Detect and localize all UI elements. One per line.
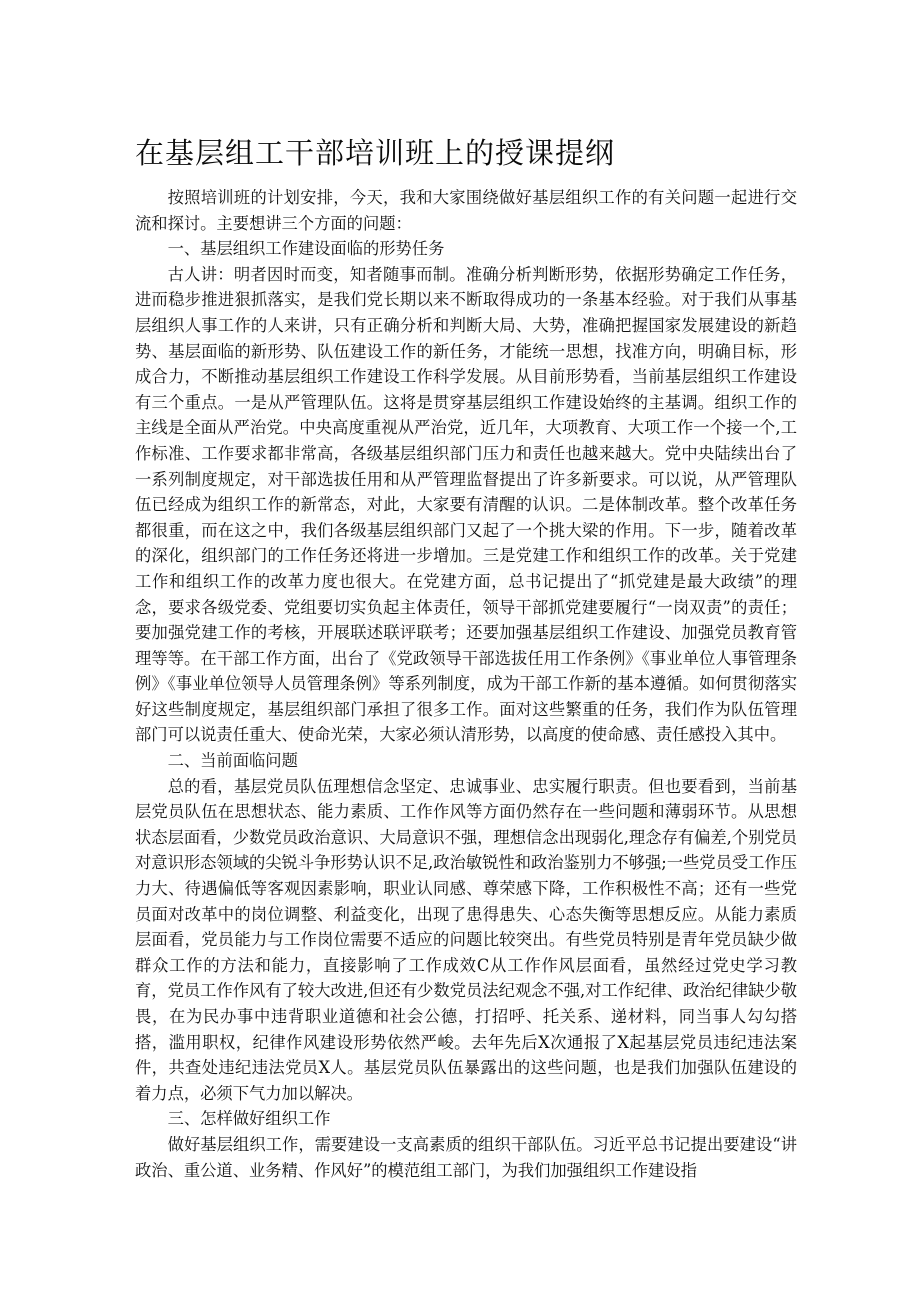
section-heading-1: 一、基层组织工作建设面临的形势任务 [167,239,445,259]
document-title: 在基层组工干部培训班上的授课提纲 [135,136,616,170]
document-body [135,185,797,1183]
section-heading-2: 二、当前面临问题 [167,751,298,771]
intro-paragraph: 按照培训班的计划安排，今天，我和大家围绕做好基层组织工作的有关问题一起进行交流和探讨。主要想讲三个方面的问题： [135,188,797,233]
section-heading-3: 三、怎样做好组织工作 [167,1109,331,1129]
section-2-paragraph: 总的看，基层党员队伍理想信念坚定、忠诚事业、忠实履行职责。但也要看到，当前基层党员队伍在思想状态、能力素质、工作作风等方面仍然存在一些问题和薄弱环节。从思想状态层面看，少数党员政治意识、大局意识不强，理想信念出现弱化,理念存有偏差,个别党员对意识形态领域的尖锐斗争形势认识不足,政治敏锐性和政治鉴别力不够强;一些党员受工作压力大、待遇偏低等客观因素影响，职业认同感、尊荣感下降，工作积极性不高；还有一些党员面对改革中的岗位调整、利益变化，出现了患得患失、心态失衡等思想反应。从能力素质层面看，党员能力与工作岗位需要不适应的问题比较突出。有些党员特别是青年党员缺少做群众工作的方法和能力，直接影响了工作成效C从工作作风层面看，虽然经过党史学习教育，党员工作作风有了较大改进,但还有少数党员法纪观念不强,对工作纪律、政治纪律缺少敬畏，在为民办事中违背职业道德和社会公德，打招呼、托关系、递材料，同当事人勾勾搭搭，滥用职权，纪律作风建设形势依然严峻。去年先后X次通报了X起基层党员违纪违法案件，共查处违纪违法党员X人。基层党员队伍暴露出的这些问题，也是我们加强队伍建设的着力点，必须下气力加以解决。 [135,776,797,1103]
section-1-paragraph: 古人讲：明者因时而变，知者随事而制。准确分析判断形势，依据形势确定工作任务，进而稳步推进狠抓落实，是我们党长期以来不断取得成功的一条基本经验。对于我们从事基层组织人事工作的人来讲，只有正确分析和判断大局、大势，准确把握国家发展建设的新趋势、基层面临的新形势、队伍建设工作的新任务，才能统一思想，找准方向，明确目标，形成合力，不断推动基层组织工作建设工作科学发展。从目前形势看，当前基层组织工作建设有三个重点。一是从严管理队伍。这将是贯穿基层组织工作建设始终的主基调。组织工作的主线是全面从严治党。中央高度重视从严治党，近几年，大项教育、大项工作一个接一个,工作标准、工作要求都非常高，各级基层组织部门压力和责任也越来越大。党中央陆续出台了一系列制度规定，对干部选拔任用和从严管理监督提出了许多新要求。可以说，从严管理队伍已经成为组织工作的新常态，对此，大家要有清醒的认识。二是体制改革。整个改革任务都很重，而在这之中，我们各级基层组织部门又起了一个挑大梁的作用。下一步，随着改革的深化，组织部门的工作任务还将进一步增加。三是党建工作和组织工作的改革。关于党建工作和组织工作的改革力度也很大。在党建方面，总书记提出了“抓党建是最大政绩”的理念，要求各级党委、党组要切实负起主体责任，领导干部抓党建要履行“一岗双责”的责任；要加强党建工作的考核，开展联述联评联考；还要加强基层组织工作建设、加强党员教育管理等等。在干部工作方面，出台了《党政领导干部选拔任用工作条例》《事业单位人事管理条例》《事业单位领导人员管理条例》等系列制度，成为干部工作新的基本遵循。如何贯彻落实好这些制度规定，基层组织部门承担了很多工作。面对这些繁重的任务，我们作为队伍管理部门可以说责任重大、使命光荣，大家必须认清形势，以高度的使命感、责任感投入其中。 [135,264,797,745]
section-3-paragraph: 做好基层组织工作，需要建设一支高素质的组织干部队伍。习近平总书记提出要建设“讲政治、重公道、业务精、作风好”的模范组工部门，为我们加强组织工作建设指 [135,1134,797,1180]
